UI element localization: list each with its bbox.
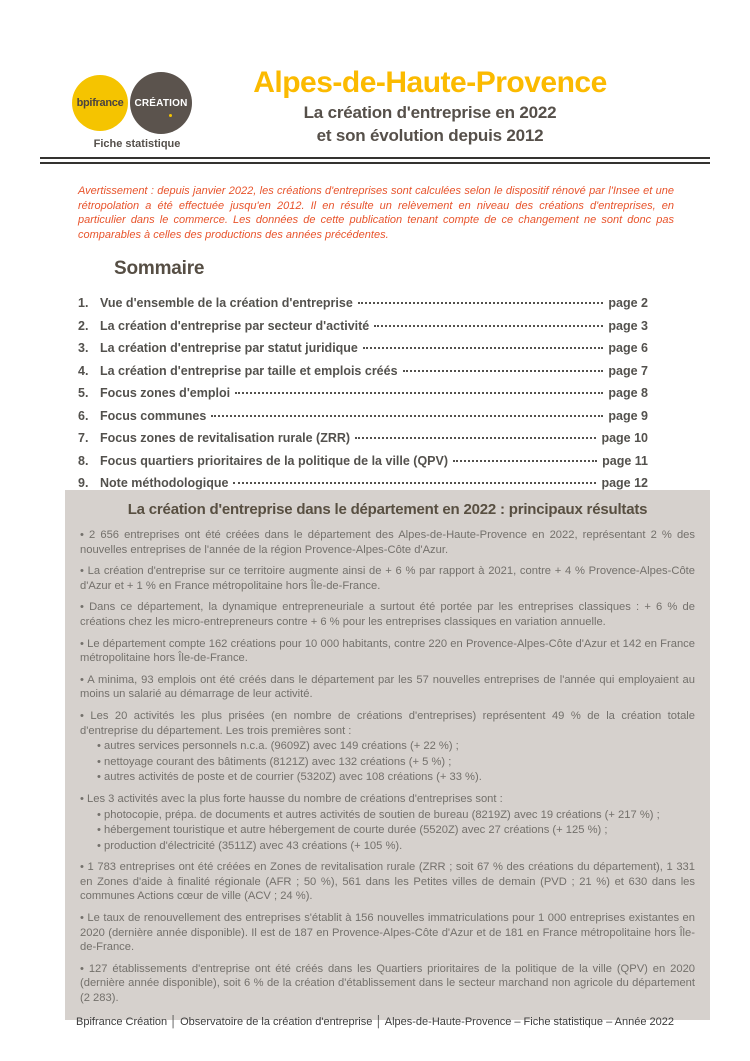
result-bullet [80,962,695,1006]
result-bullet-text: • Le département compte 162 créations pour 10 000 habitants, contre 220 en Provence-Alpes-Côte d'Azur et 142 en France métropolitaine hors Île-de-France. [80,637,695,666]
toc-item-number: 6. [78,408,89,423]
result-sub-bullet: • nettoyage courant des bâtiments (8121Z) avec 132 créations (+ 5 %) ; [97,755,695,770]
result-bullet-text: • Le taux de renouvellement des entreprises s'établit à 156 nouvelles immatriculations pour 1 000 entreprises existantes en 2020 (dernière année disponible). Il est de 187 en Provence-Alpes-Côte d'Azur et de 181 en France métropolitaine hors Île-de-France. [80,911,695,955]
result-bullet [80,860,695,904]
toc-item-page: page 10 [601,431,648,445]
result-sub-bullet: • autres services personnels n.c.a. (9609Z) avec 149 créations (+ 22 %) ; [97,739,695,754]
toc-item-label: Focus quartiers prioritaires de la politique de la ville (QPV) [100,453,449,468]
toc-item-5[interactable] [78,386,648,400]
toc-item-label: Note méthodologique [100,476,229,490]
result-bullet-text: • 127 établissements d'entreprise ont été créés dans les Quartiers prioritaires de la politique de la ville (QPV) en 2020 (dernière année disponible), soit 6 % de la création d'établissement dans le secteur marchand non agricole du département (2 283). [80,962,695,1006]
toc-item-9[interactable] [78,476,648,490]
creation-logo-text: CRÉATION [134,97,188,109]
result-bullet [80,564,695,593]
toc-dot-leader [374,325,603,327]
toc-item-2[interactable] [78,319,648,333]
toc-item-number: 8. [78,453,89,468]
toc-item-label: Focus communes [100,408,207,423]
creation-i-dot-icon [169,114,172,117]
result-bullet [80,600,695,629]
toc-item-number: 5. [78,386,89,400]
page-subtitle-line1: La création d'entreprise en 2022 [303,103,557,122]
brand-logo-block [72,70,202,150]
table-of-contents [78,258,648,499]
toc-item-number: 7. [78,431,89,445]
toc-dot-leader [358,302,604,304]
toc-item-label: La création d'entreprise par statut juridique [100,341,358,355]
toc-item-label: La création d'entreprise par taille et emplois créés [100,363,398,378]
toc-item-number: 9. [78,476,89,490]
toc-item-number: 2. [78,318,89,333]
toc-item-7[interactable] [78,431,648,445]
toc-item-page: page 9 [608,408,648,423]
results-heading: La création d'entreprise dans le département en 2022 : principaux résultats [127,501,648,518]
toc-item-label: Focus zones de revitalisation rurale (ZRR) [100,431,351,445]
toc-item-page: page 2 [608,296,648,310]
toc-item-number: 3. [78,341,89,355]
toc-dot-leader [403,370,604,372]
toc-dot-leader [363,347,604,349]
toc-item-6[interactable] [78,409,648,423]
result-bullet [80,528,695,557]
bpifrance-logo-text: bpifrance [76,97,124,109]
result-sub-bullet: • hébergement touristique et autre hébergement de courte durée (5520Z) avec 27 créations (+ 125 %) ; [97,823,695,838]
toc-item-page: page 3 [608,318,648,333]
toc-item-number: 4. [78,363,89,378]
result-bullet [80,637,695,666]
result-bullet-text: • A minima, 93 emplois ont été créés dans le département par les 57 nouvelles entreprises de l'année qui employaient au moins un salarié au démarrage de leur activité. [80,673,695,702]
result-bullet [80,911,695,955]
toc-heading: Sommaire [114,258,205,279]
toc-dot-leader [235,392,603,394]
toc-item-8[interactable] [78,454,648,468]
result-sub-bullet: • autres activités de poste et de courrier (5320Z) avec 108 créations (+ 33 %). [97,770,695,785]
result-bullet-text: • 1 783 entreprises ont été créées en Zones de revitalisation rurale (ZRR ; soit 67 % des créations du département), 1 331 en Zones d'aide à finalité régionale (AFR ; 50 %), 561 dans les Petites villes de demain (PVD ; 21 %) et 630 dans les communes Actions cœur de ville (ACV ; 24 %). [80,860,695,904]
toc-item-1[interactable] [78,296,648,310]
toc-dot-leader [211,415,603,417]
page-footer: Bpifrance Création │ Observatoire de la création d'entreprise │ Alpes-de-Haute-Provence – Fiche statistique – Année 2022 [76,1016,674,1028]
title-block [205,66,655,146]
toc-dot-leader [233,482,596,484]
result-bullet [80,792,695,853]
toc-item-3[interactable] [78,341,648,355]
result-sub-bullet: • photocopie, prépa. de documents et autres activités de soutien de bureau (8219Z) avec 19 créations (+ 217 %) ; [97,808,695,823]
toc-item-4[interactable] [78,364,648,378]
creation-logo-icon [130,72,192,134]
toc-item-number: 1. [78,296,89,310]
result-bullet-text: • Les 3 activités avec la plus forte hausse du nombre de créations d'entreprises sont : [80,792,695,807]
toc-item-label: Vue d'ensemble de la création d'entreprise [100,296,353,310]
page-subtitle-line2: et son évolution depuis 2012 [316,126,544,145]
warning-notice: Avertissement : depuis janvier 2022, les créations d'entreprises sont calculées selon le dispositif rénové par l'Insee et une rétropolation a été effectuée jusqu'en 2012. Il en résulte un relèvement en niveau des créations d'entreprises, en particulier dans le commerce. Les données de cette publication tenant compte de ce changement ne sont donc pas comparables à celles des productions des années précédentes. [78,185,674,241]
brand-logos [72,70,202,134]
page-title: Alpes-de-Haute-Provence [253,66,607,99]
result-bullet-text: • La création d'entreprise sur ce territoire augmente ainsi de + 6 % par rapport à 2021, contre + 4 % Provence-Alpes-Côte d'Azur et + 1 % en France métropolitaine hors Île-de-France. [80,564,695,593]
result-sub-bullet: • production d'électricité (3511Z) avec 43 créations (+ 105 %). [97,839,695,854]
toc-item-label: Focus zones d'emploi [100,386,231,400]
toc-item-label: La création d'entreprise par secteur d'activité [100,318,370,333]
bpifrance-logo-icon [72,75,128,131]
toc-item-page: page 12 [601,476,648,490]
result-bullet-text: • 2 656 entreprises ont été créées dans le département des Alpes-de-Haute-Provence en 2022, représentant 2 % des nouvelles entreprises de l'année de la région Provence-Alpes-Côte d'Azur. [80,528,695,557]
key-results-box [65,490,710,1020]
result-bullet [80,709,695,785]
toc-item-page: page 7 [608,363,648,378]
result-bullet [80,673,695,702]
header-divider [40,157,710,164]
toc-item-page: page 6 [608,341,648,355]
toc-dot-leader [355,437,596,439]
toc-dot-leader [453,460,597,462]
result-bullet-text: • Les 20 activités les plus prisées (en nombre de créations d'entreprises) représentent 49 % de la création totale d'entreprise du département. Les trois premières sont : [80,709,695,738]
brand-tagline: Fiche statistique [93,138,181,150]
toc-item-page: page 8 [608,386,648,400]
toc-item-page: page 11 [602,453,648,468]
result-bullet-text: • Dans ce département, la dynamique entrepreneuriale a surtout été portée par les entreprises classiques : + 6 % de créations chez les micro-entrepreneurs contre + 6 % pour les entreprises classiques en variation annuelle. [80,600,695,629]
